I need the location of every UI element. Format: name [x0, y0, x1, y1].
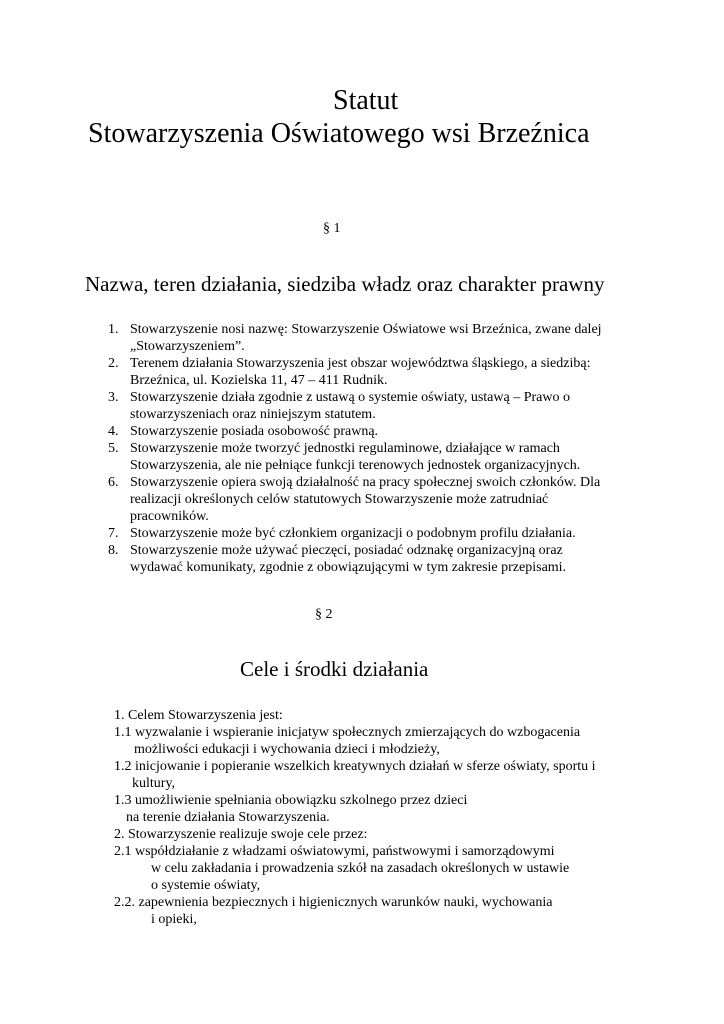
list-item-number: 2. [108, 356, 119, 371]
list-item-text: Stowarzyszenie nosi nazwę: Stowarzyszenie Oświatowe wsi Brzeźnica, zwane dalej [130, 322, 602, 337]
list-item-number: 6. [108, 475, 119, 490]
section2-line: na terenie działania Stowarzyszenia. [126, 810, 330, 825]
section1-mark: § 1 [323, 221, 341, 236]
list-item-text: wydawać komunikaty, zgodnie z obowiązującymi w tym zakresie przepisami. [130, 560, 567, 575]
list-item-number: 3. [108, 390, 119, 405]
document-title-line2: Stowarzyszenia Oświatowego wsi Brzeźnica [88, 118, 590, 149]
section2-line: 1.1 wyzwalanie i wspieranie inicjatyw społecznych zmierzających do wzbogacenia [114, 725, 581, 740]
section2-mark: § 2 [315, 607, 333, 622]
list-item-text: „Stowarzyszeniem”. [130, 339, 245, 354]
section2-line: kultury, [132, 776, 176, 791]
list-item-text: Stowarzyszenia, ale nie pełniące funkcji terenowych jednostek organizacyjnych. [130, 458, 581, 473]
section2-line: w celu zakładania i prowadzenia szkół na zasadach określonych w ustawie [151, 861, 570, 876]
list-item-text: Stowarzyszenie opiera swoją działalność na pracy społecznej swoich członków. Dla [130, 475, 601, 490]
list-item-text: Stowarzyszenie posiada osobowość prawną. [130, 424, 379, 439]
list-item-number: 5. [108, 441, 119, 456]
list-item-number: 4. [108, 424, 119, 439]
document-title-line1: Statut [333, 85, 399, 116]
section2-line: o systemie oświaty, [151, 878, 261, 893]
section2-line: 1.3 umożliwienie spełniania obowiązku szkolnego przez dzieci [114, 793, 468, 808]
section2-line: 1.2 inicjowanie i popieranie wszelkich kreatywnych działań w sferze oświaty, sportu i [114, 759, 596, 774]
list-item-text: Terenem działania Stowarzyszenia jest obszar województwa śląskiego, a siedzibą: [130, 356, 591, 371]
list-item-text: Stowarzyszenie może tworzyć jednostki regulaminowe, działające w ramach [130, 441, 560, 456]
section2-line: 1. Celem Stowarzyszenia jest: [114, 708, 283, 723]
list-item-number: 7. [108, 526, 119, 541]
list-item-number: 8. [108, 543, 119, 558]
list-item-text: Stowarzyszenie może używać pieczęci, posiadać odznakę organizacyjną oraz [130, 543, 563, 558]
section2-line: i opieki, [151, 912, 197, 927]
list-item-text: stowarzyszeniach oraz niniejszym statutem. [130, 407, 376, 422]
section2-heading: Cele i środki działania [240, 657, 429, 681]
list-item-number: 1. [108, 322, 119, 337]
section2-line: 2. Stowarzyszenie realizuje swoje cele przez: [114, 827, 368, 842]
list-item-text: Stowarzyszenie działa zgodnie z ustawą o systemie oświaty, ustawą – Prawo o [130, 390, 570, 405]
section2-line: możliwości edukacji i wychowania dzieci i młodzieży, [134, 742, 440, 757]
list-item-text: Brzeźnica, ul. Kozielska 11, 47 – 411 Rudnik. [130, 373, 388, 388]
section1-heading: Nazwa, teren działania, siedziba władz oraz charakter prawny [85, 272, 605, 296]
section2-line: 2.2. zapewnienia bezpiecznych i higienicznych warunków nauki, wychowania [114, 895, 553, 910]
section2-line: 2.1 współdziałanie z władzami oświatowymi, państwowymi i samorządowymi [114, 844, 555, 859]
list-item-text: pracowników. [130, 509, 209, 524]
list-item-text: realizacji określonych celów statutowych Stowarzyszenie może zatrudniać [130, 492, 549, 507]
list-item-text: Stowarzyszenie może być członkiem organizacji o podobnym profilu działania. [130, 526, 576, 541]
